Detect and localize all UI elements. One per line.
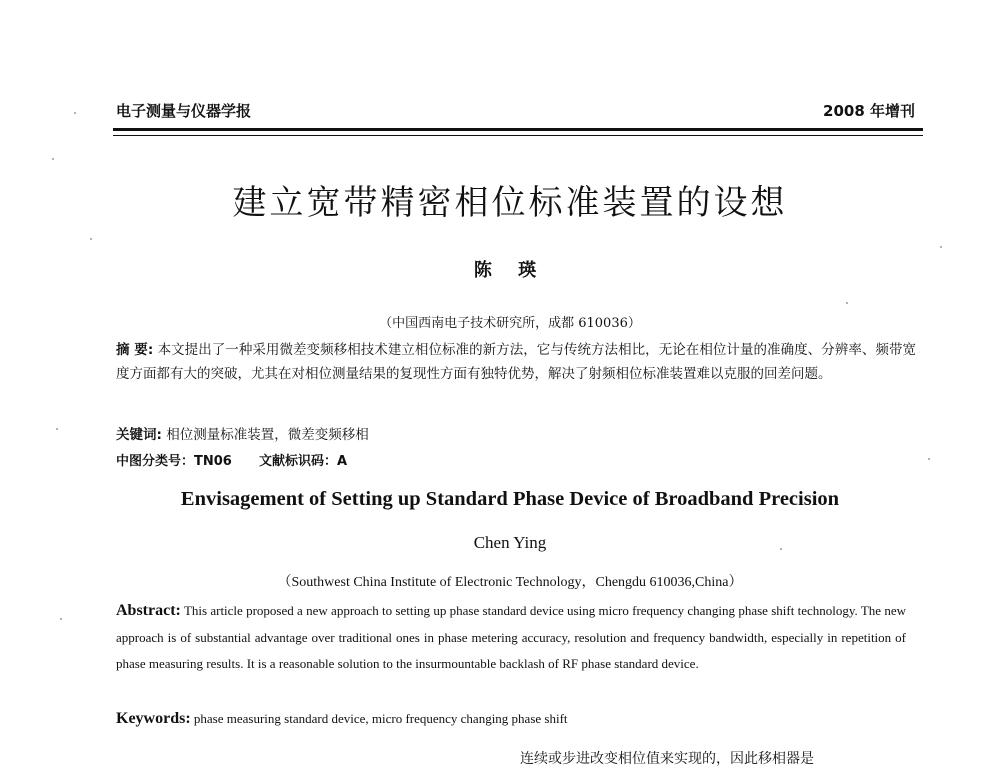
affiliation-cn: （中国西南电子技术研究所，成都 610036） <box>379 316 641 331</box>
journal-issue: 2008 年增刊 <box>823 102 915 120</box>
abstract-label-cn: 摘 要: <box>116 342 154 358</box>
keywords-cn <box>116 423 916 443</box>
header-rule-thin <box>113 135 923 136</box>
scan-speck <box>52 158 54 160</box>
keywords-en <box>116 710 906 728</box>
scan-speck <box>780 548 782 550</box>
keywords-text-cn: 相位测量标准装置，微差变频移相 <box>166 427 369 443</box>
header-rule-thick <box>113 128 923 131</box>
classification-code: TN06 <box>194 454 232 469</box>
scan-speck <box>940 246 942 248</box>
abstract-text-en: This article proposed a new approach to setting up phase standard device using micro frequency changing phase shift technology. The new approach is of substantial advantage over traditional ones in phase metering accuracy, resolution and frequency bandwidth, especially in repetition of phase measuring results. It is a reasonable solution to the insurmountable backlash of RF phase standard device. <box>116 603 907 671</box>
scan-speck <box>56 428 58 430</box>
journal-name: 电子测量与仪器学报 <box>116 102 252 120</box>
author-cn: 陈 瑛 <box>473 260 547 281</box>
abstract-label-en: Abstract: <box>116 602 181 619</box>
affiliation-en: （Southwest China Institute of Electronic Technology，Chengdu 610036,China） <box>277 575 743 590</box>
classification-label: 中图分类号： <box>116 454 195 469</box>
scan-speck <box>928 458 930 460</box>
scan-speck <box>60 618 62 620</box>
classification-line <box>116 450 916 469</box>
keywords-label-cn: 关键词: <box>116 427 162 443</box>
scan-speck <box>90 238 92 240</box>
keywords-text-en: phase measuring standard device, micro frequency changing phase shift <box>193 711 568 726</box>
keywords-label-en: Keywords: <box>116 710 191 727</box>
abstract-text-cn: 本文提出了一种采用微差变频移相技术建立相位标准的新方法，它与传统方法相比，无论在相位计量的准确度、分辨率、频带宽度方面都有大的突破，尤其在对相位测量结果的复现性方面有独特优势，解决了射频相位标准装置难以克服的回差问题。 <box>116 342 916 382</box>
doc-code-label: 文献标识码： <box>259 454 338 469</box>
abstract-en <box>116 598 906 678</box>
paper-title-cn: 建立宽带精密相位标准装置的设想 <box>232 183 788 223</box>
doc-code: A <box>337 454 348 469</box>
abstract-cn <box>116 338 916 386</box>
paper-title-en: Envisagement of Setting up Standard Phase Device of Broadband Precision <box>180 488 840 510</box>
author-en: Chen Ying <box>473 533 547 552</box>
body-text-cut: 连续或步进改变相位值来实现的，因此移相器是 <box>520 751 814 767</box>
scan-speck <box>74 112 76 114</box>
scan-speck <box>846 302 848 304</box>
